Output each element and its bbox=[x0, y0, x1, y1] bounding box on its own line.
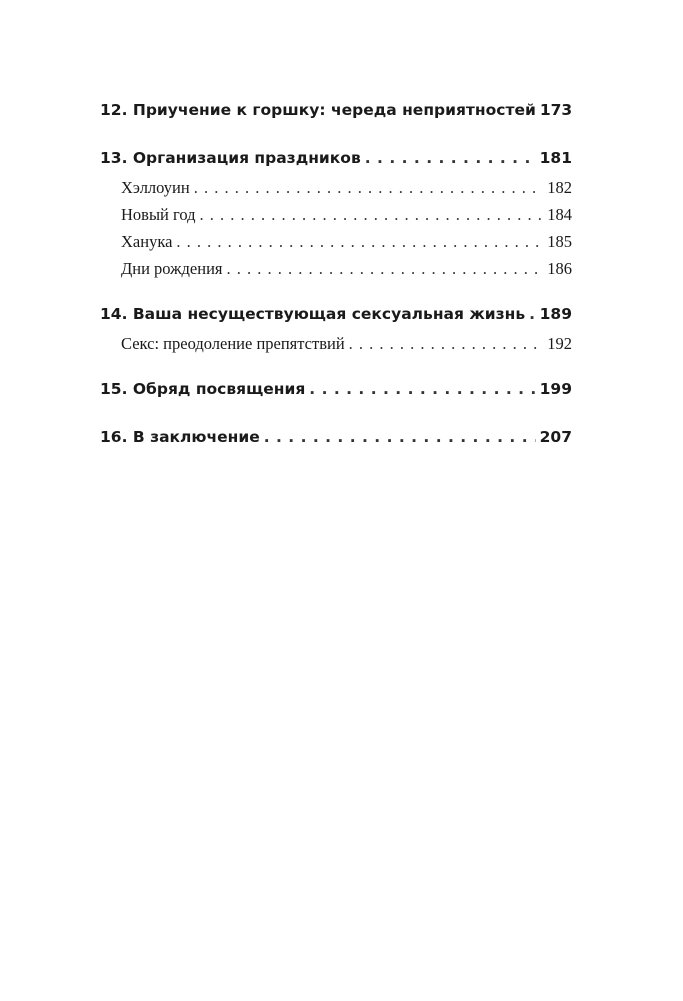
dot-leader bbox=[365, 142, 536, 174]
toc-chapter-13 bbox=[100, 142, 572, 282]
toc-entry-page: 173 bbox=[539, 101, 573, 119]
toc-entry bbox=[100, 298, 572, 330]
toc-entry bbox=[100, 142, 572, 174]
toc-subentry bbox=[100, 330, 572, 357]
toc-chapter-14 bbox=[100, 298, 572, 357]
toc-subentry-page: 184 bbox=[547, 205, 572, 224]
toc-subentry-title: Новый год bbox=[121, 205, 196, 224]
toc-subentry-page: 185 bbox=[547, 232, 572, 251]
toc-subentry bbox=[100, 201, 572, 228]
toc-entry-title: 16. В заключение bbox=[100, 428, 260, 446]
dot-leader bbox=[200, 201, 544, 228]
toc-subentry-page: 182 bbox=[547, 178, 572, 197]
toc-subentry bbox=[100, 255, 572, 282]
dot-leader bbox=[264, 421, 536, 453]
toc-chapter-16 bbox=[100, 421, 572, 453]
dot-leader bbox=[194, 174, 544, 201]
toc-subentry-title: Ханука bbox=[121, 232, 173, 251]
toc-subentry bbox=[100, 228, 572, 255]
toc-entry-title: 14. Ваша несуществующая сексуальная жизнь bbox=[100, 305, 526, 323]
toc-entry-page: 207 bbox=[539, 428, 572, 446]
toc-subentry-title: Хэллоуин bbox=[121, 178, 190, 197]
toc-entry-page: 189 bbox=[539, 305, 572, 323]
toc-entry bbox=[100, 421, 572, 453]
toc-entry-title: 12. Приучение к горшку: череда неприятностей bbox=[100, 101, 536, 119]
toc-subentry-page: 192 bbox=[547, 334, 572, 353]
dot-leader bbox=[309, 373, 535, 405]
toc-entry-title: 13. Организация праздников bbox=[100, 149, 361, 167]
toc-subentry-title: Дни рождения bbox=[121, 259, 223, 278]
toc-chapter-15 bbox=[100, 373, 572, 405]
toc-entry-title: 15. Обряд посвящения bbox=[100, 380, 306, 398]
toc-chapter-12 bbox=[100, 94, 572, 126]
table-of-contents bbox=[100, 94, 572, 469]
dot-leader bbox=[349, 330, 544, 357]
toc-entry bbox=[100, 94, 572, 126]
toc-entry-page: 199 bbox=[539, 380, 572, 398]
toc-entry-page: 181 bbox=[539, 149, 572, 167]
toc-entry bbox=[100, 373, 572, 405]
dot-leader bbox=[227, 255, 544, 282]
dot-leader bbox=[176, 228, 543, 255]
toc-subentry-title: Секс: преодоление препятствий bbox=[121, 334, 345, 353]
dot-leader bbox=[529, 298, 535, 330]
toc-subentry-page: 186 bbox=[547, 259, 572, 278]
toc-subentry bbox=[100, 174, 572, 201]
